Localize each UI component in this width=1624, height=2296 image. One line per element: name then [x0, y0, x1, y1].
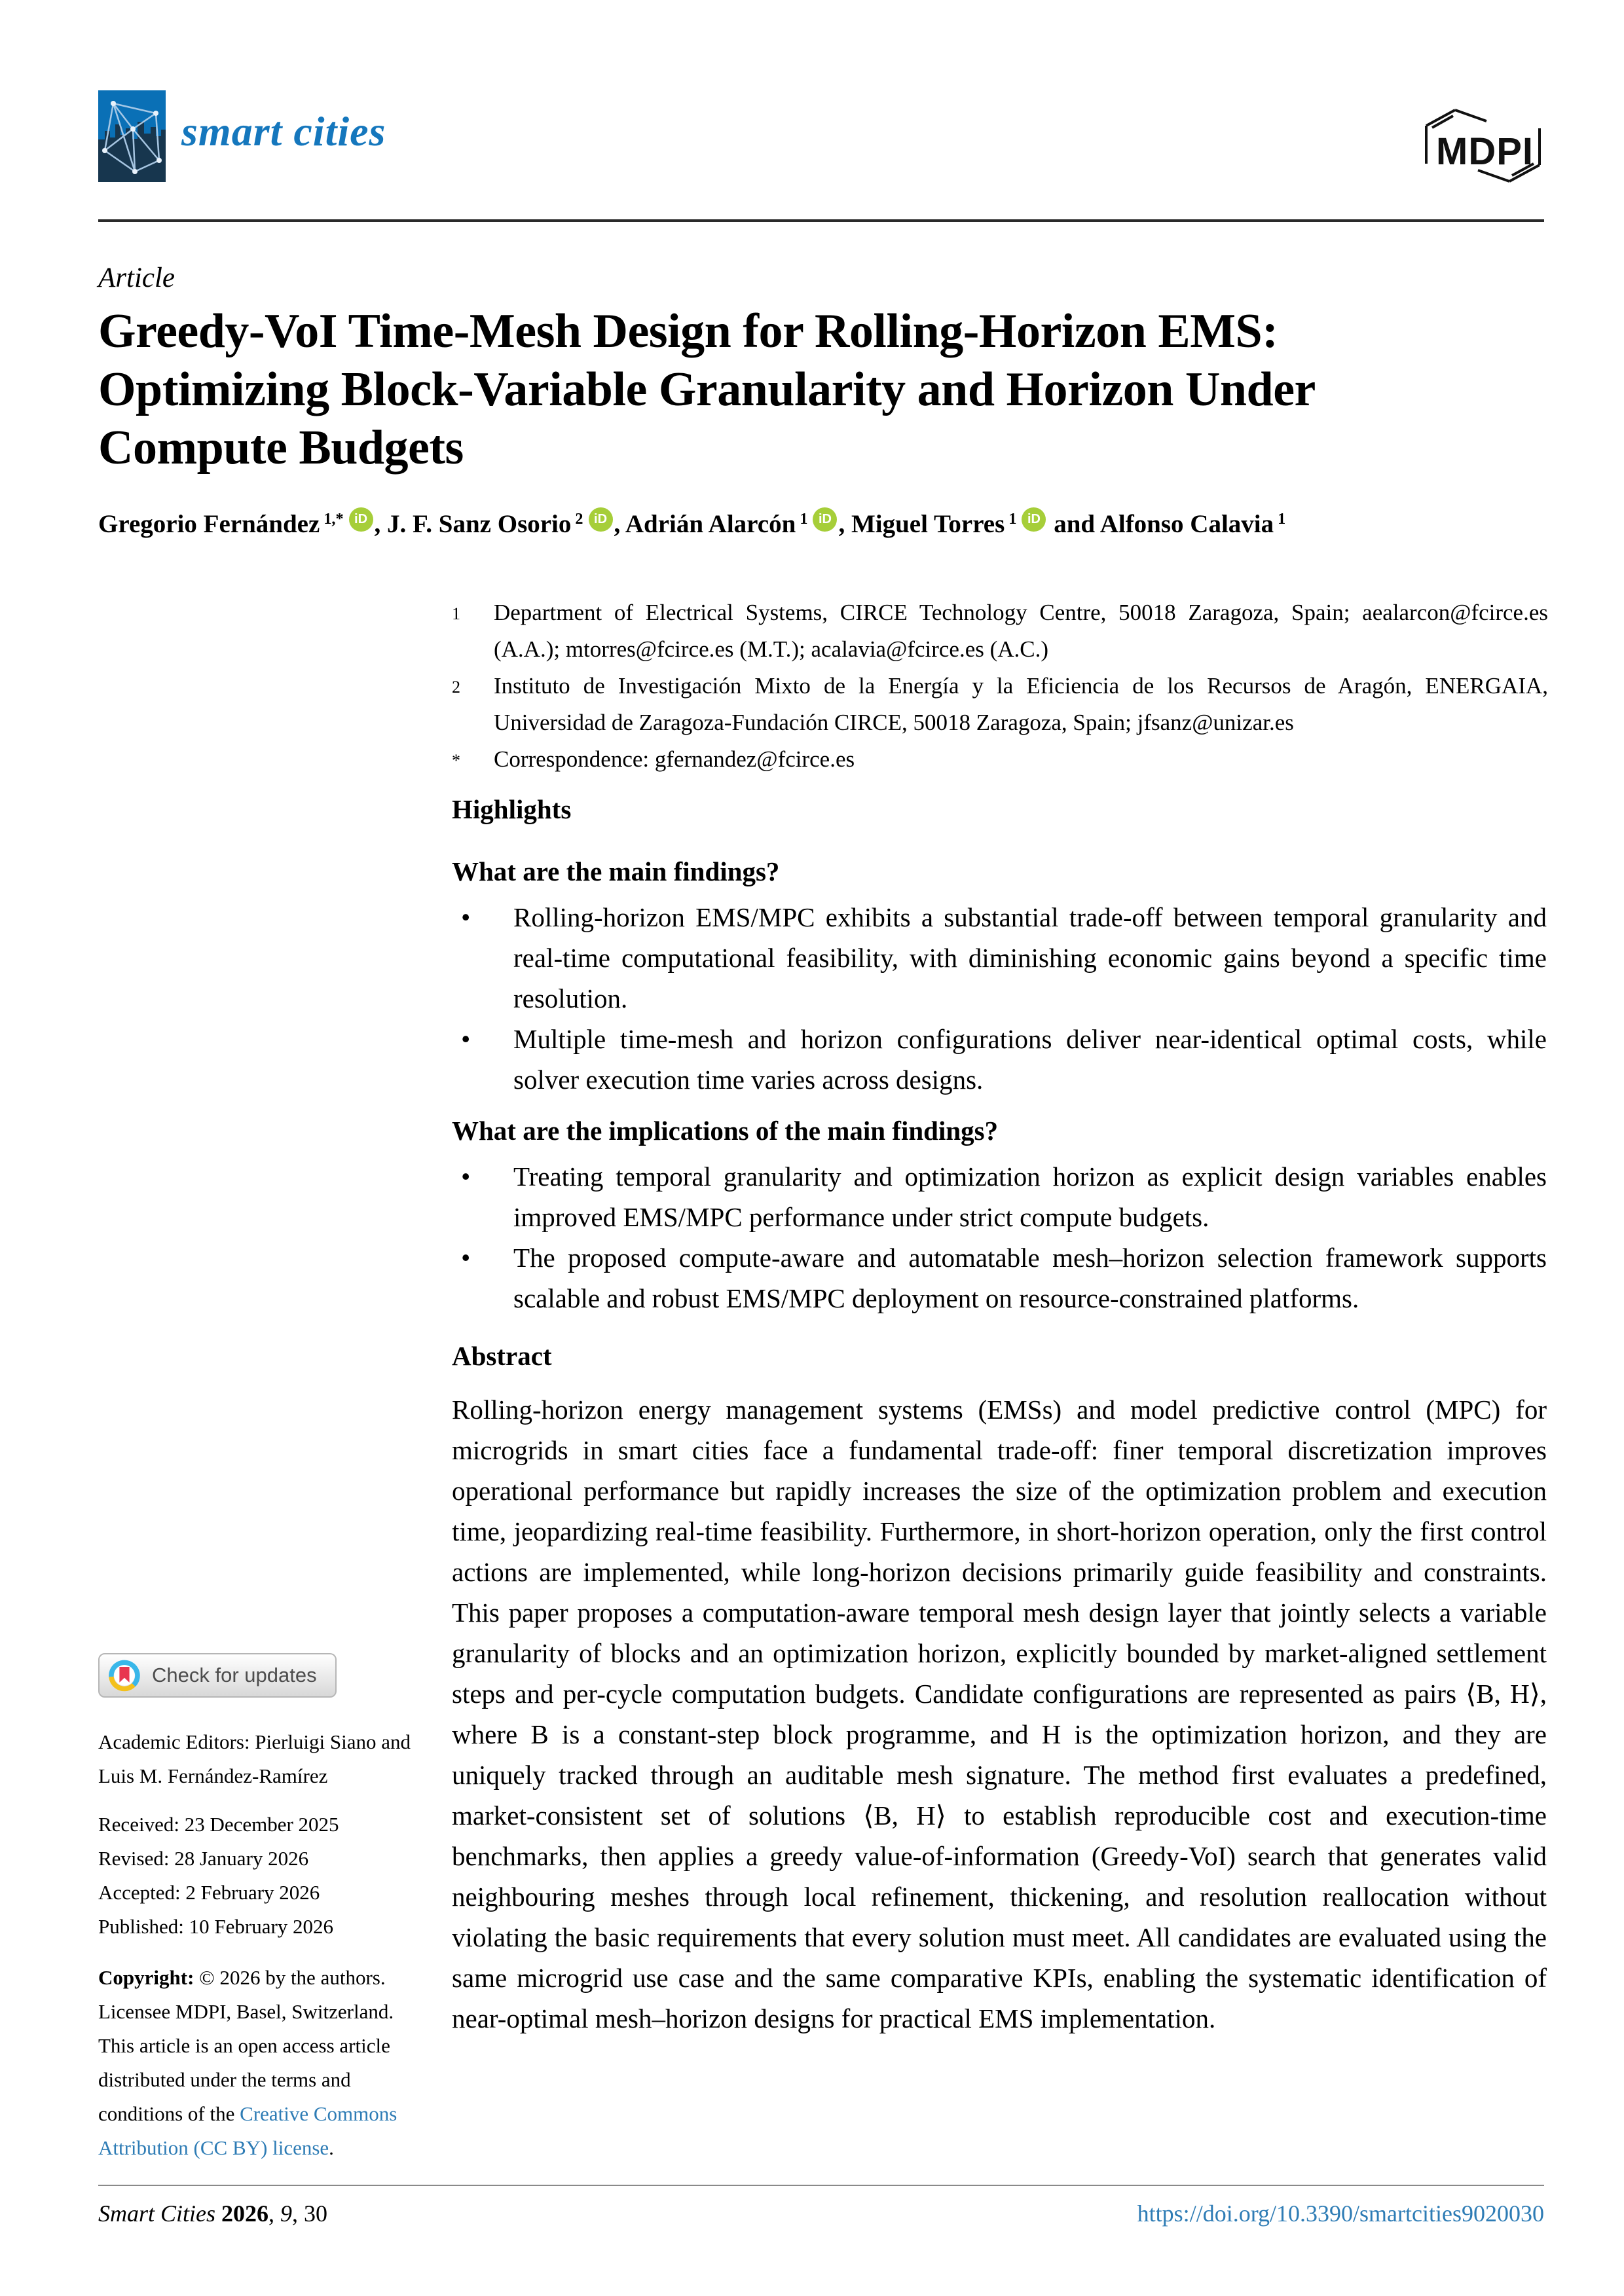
journal-name: smart cities — [181, 108, 386, 155]
affiliation-marker: 1 — [452, 604, 460, 623]
citation-article-number: , 30 — [292, 2200, 328, 2227]
author-name: Alfonso Calavia — [1099, 510, 1274, 538]
author-name: Miguel Torres — [851, 510, 1005, 538]
abstract-text: Rolling-horizon energy management systems (EMSs) and model predictive control (MPC) for microgrids in smart cities face a fundamental trade-off: finer temporal discretization improves operational performance but rapidly increases the size of the optimization problem and execution time, jeopardizing real-time feasibility. Furthermore, in short-horizon operation, only the first control actions are implemented, while long-horizon decisions primarily guide feasibility and constraints. This paper proposes a computation-aware temporal mesh design layer that jointly selects a variable granularity of blocks and an optimization horizon, explicitly bounded by market-aligned settlement steps and per-cycle computation budgets. Candidate configurations are represented as pairs ⟨B, H⟩, where B is a constant-step block programme, and H is the optimization horizon, and they are uniquely tracked through an auditable mesh signature. The method first evaluates a predefined, market-consistent set of solutions ⟨B, H⟩ to establish reproducible cost and execution-time benchmarks, then applies a greedy value-of-information (Greedy-VoI) search that generates valid neighbouring meshes through local refinement, thickening, and resolution reallocation without violating the basic requirements that every solution must meet. All candidates are evaluated using the same microgrid use case and the same comparative KPIs, enabling the systematic identification of near-optimal mesh–horizon designs for practical EMS implementation. — [452, 1394, 1547, 2033]
affiliation-row — [452, 741, 1548, 783]
highlights-question-1: What are the main findings? — [452, 856, 780, 886]
affiliation-row — [452, 594, 1548, 668]
affiliation-row — [452, 668, 1548, 741]
cc-by-license-link[interactable]: Creative Commons Attribution (CC BY) license — [98, 2102, 397, 2159]
article-meta-sidebar — [98, 1653, 422, 2165]
mdpi-logo-icon — [1423, 106, 1544, 189]
orcid-icon[interactable]: iD — [1022, 507, 1046, 532]
author-affiliation-sup: 1,* — [320, 509, 344, 528]
date-row: Received: 23 December 2025 — [98, 1813, 339, 1836]
author-affiliation-sup: 1 — [1005, 509, 1017, 528]
author-name: Gregorio Fernández — [98, 510, 320, 538]
highlights-question-2: What are the implications of the main findings? — [452, 1116, 999, 1146]
citation-year: 2026 — [221, 2200, 269, 2227]
orcid-icon[interactable]: iD — [813, 507, 837, 532]
header-divider — [98, 219, 1544, 222]
author-separator: , — [374, 510, 388, 538]
date-row: Accepted: 2 February 2026 — [98, 1881, 320, 1904]
citation-journal: Smart Cities — [98, 2200, 216, 2227]
highlight-bullet-text: Rolling-horizon EMS/MPC exhibits a substantial trade-off between temporal granularity and real-time computational feasibility, with diminishing economic gains beyond a specific time resolution. — [513, 902, 1547, 1013]
abstract-heading: Abstract — [452, 1341, 552, 1371]
copyright-notice — [98, 1961, 422, 2165]
smart-cities-logo-icon — [98, 90, 166, 182]
article-dates — [98, 1808, 422, 1944]
title-line: Compute Budgets — [98, 421, 464, 475]
highlights-section — [452, 789, 1547, 1319]
citation-volume: 9 — [280, 2200, 293, 2227]
title-line: Optimizing Block-Variable Granularity and Horizon Under — [98, 363, 1316, 416]
academic-editors: Academic Editors: Pierluigi Siano and Luis M. Fernández-Ramírez — [98, 1730, 411, 1787]
author-affiliation-sup: 2 — [571, 509, 583, 528]
doi-link[interactable]: https://doi.org/10.3390/smartcities9020030 — [1137, 2200, 1544, 2227]
highlights-heading: Highlights — [452, 794, 572, 824]
article-type-label: Article — [98, 263, 175, 293]
bullet-icon: • — [461, 902, 471, 932]
highlights-list-1 — [452, 897, 1547, 1100]
highlight-bullet-item — [452, 897, 1547, 1019]
article-title — [98, 302, 1500, 477]
affiliation-marker: * — [452, 751, 460, 770]
page-footer — [98, 2200, 1544, 2227]
highlight-bullet-text: Multiple time-mesh and horizon configurations deliver near-identical optimal costs, while solver execution time varies across designs. — [513, 1024, 1547, 1095]
author-name: J. F. Sanz Osorio — [387, 510, 572, 538]
orcid-icon[interactable]: iD — [589, 507, 613, 532]
title-line: Greedy-VoI Time-Mesh Design for Rolling-Horizon EMS: — [98, 304, 1278, 358]
check-for-updates-label: Check for updates — [152, 1664, 317, 1686]
copyright-text: © 2026 by the authors. Licensee MDPI, Basel, Switzerland. This article is an open access article distributed under the terms and conditions of the — [98, 1966, 394, 2125]
highlight-bullet-item — [452, 1019, 1547, 1100]
abstract-section — [452, 1336, 1547, 2039]
journal-brand — [98, 90, 386, 182]
date-row: Published: 10 February 2026 — [98, 1915, 334, 1938]
highlight-bullet-text: The proposed compute-aware and automatable mesh–horizon selection framework supports scalable and robust EMS/MPC deployment on resource-constrained platforms. — [513, 1243, 1547, 1313]
highlights-list-2 — [452, 1156, 1547, 1319]
journal-citation: Smart Cities 2026, 9, 30 — [98, 2200, 328, 2227]
orcid-icon[interactable]: iD — [349, 507, 373, 532]
page-header — [98, 90, 1544, 189]
author-separator: and — [1047, 510, 1100, 538]
date-row: Revised: 28 January 2026 — [98, 1847, 309, 1870]
author-separator: , — [838, 510, 851, 538]
author-affiliation-sup: 1 — [1274, 509, 1286, 528]
affiliations-block — [452, 594, 1548, 783]
svg-text:MDPI: MDPI — [1436, 130, 1534, 173]
highlight-bullet-item — [452, 1156, 1547, 1237]
copyright-label: Copyright: — [98, 1966, 194, 1989]
crossmark-icon — [107, 1658, 141, 1692]
bullet-icon: • — [461, 1161, 471, 1192]
affiliation-text: Instituto de Investigación Mixto de la Energía y la Eficiencia de los Recursos de Aragón, ENERGAIA, Universidad de Zaragoza-Fundación CIRCE, 50018 Zaragoza, Spain; jfsanz@unizar.es — [494, 673, 1548, 735]
author-separator: , — [614, 510, 625, 538]
highlight-bullet-text: Treating temporal granularity and optimization horizon as explicit design variables enables improved EMS/MPC performance under strict compute budgets. — [513, 1161, 1547, 1232]
check-for-updates-button[interactable] — [98, 1653, 337, 1698]
authors-line — [98, 507, 1578, 539]
bullet-icon: • — [461, 1243, 471, 1273]
highlight-bullet-item — [452, 1237, 1547, 1319]
affiliation-marker: 2 — [452, 678, 460, 697]
footer-divider — [98, 2185, 1544, 2186]
author-name: Adrián Alarcón — [625, 510, 796, 538]
bullet-icon: • — [461, 1024, 471, 1054]
author-affiliation-sup: 1 — [796, 509, 808, 528]
copyright-period: . — [329, 2136, 334, 2159]
affiliation-text: Department of Electrical Systems, CIRCE Technology Centre, 50018 Zaragoza, Spain; aealarcon@fcirce.es (A.A.); mtorres@fcirce.es (M.T.); acalavia@fcirce.es (A.C.) — [494, 600, 1548, 662]
affiliation-text: Correspondence: gfernandez@fcirce.es — [494, 746, 855, 772]
